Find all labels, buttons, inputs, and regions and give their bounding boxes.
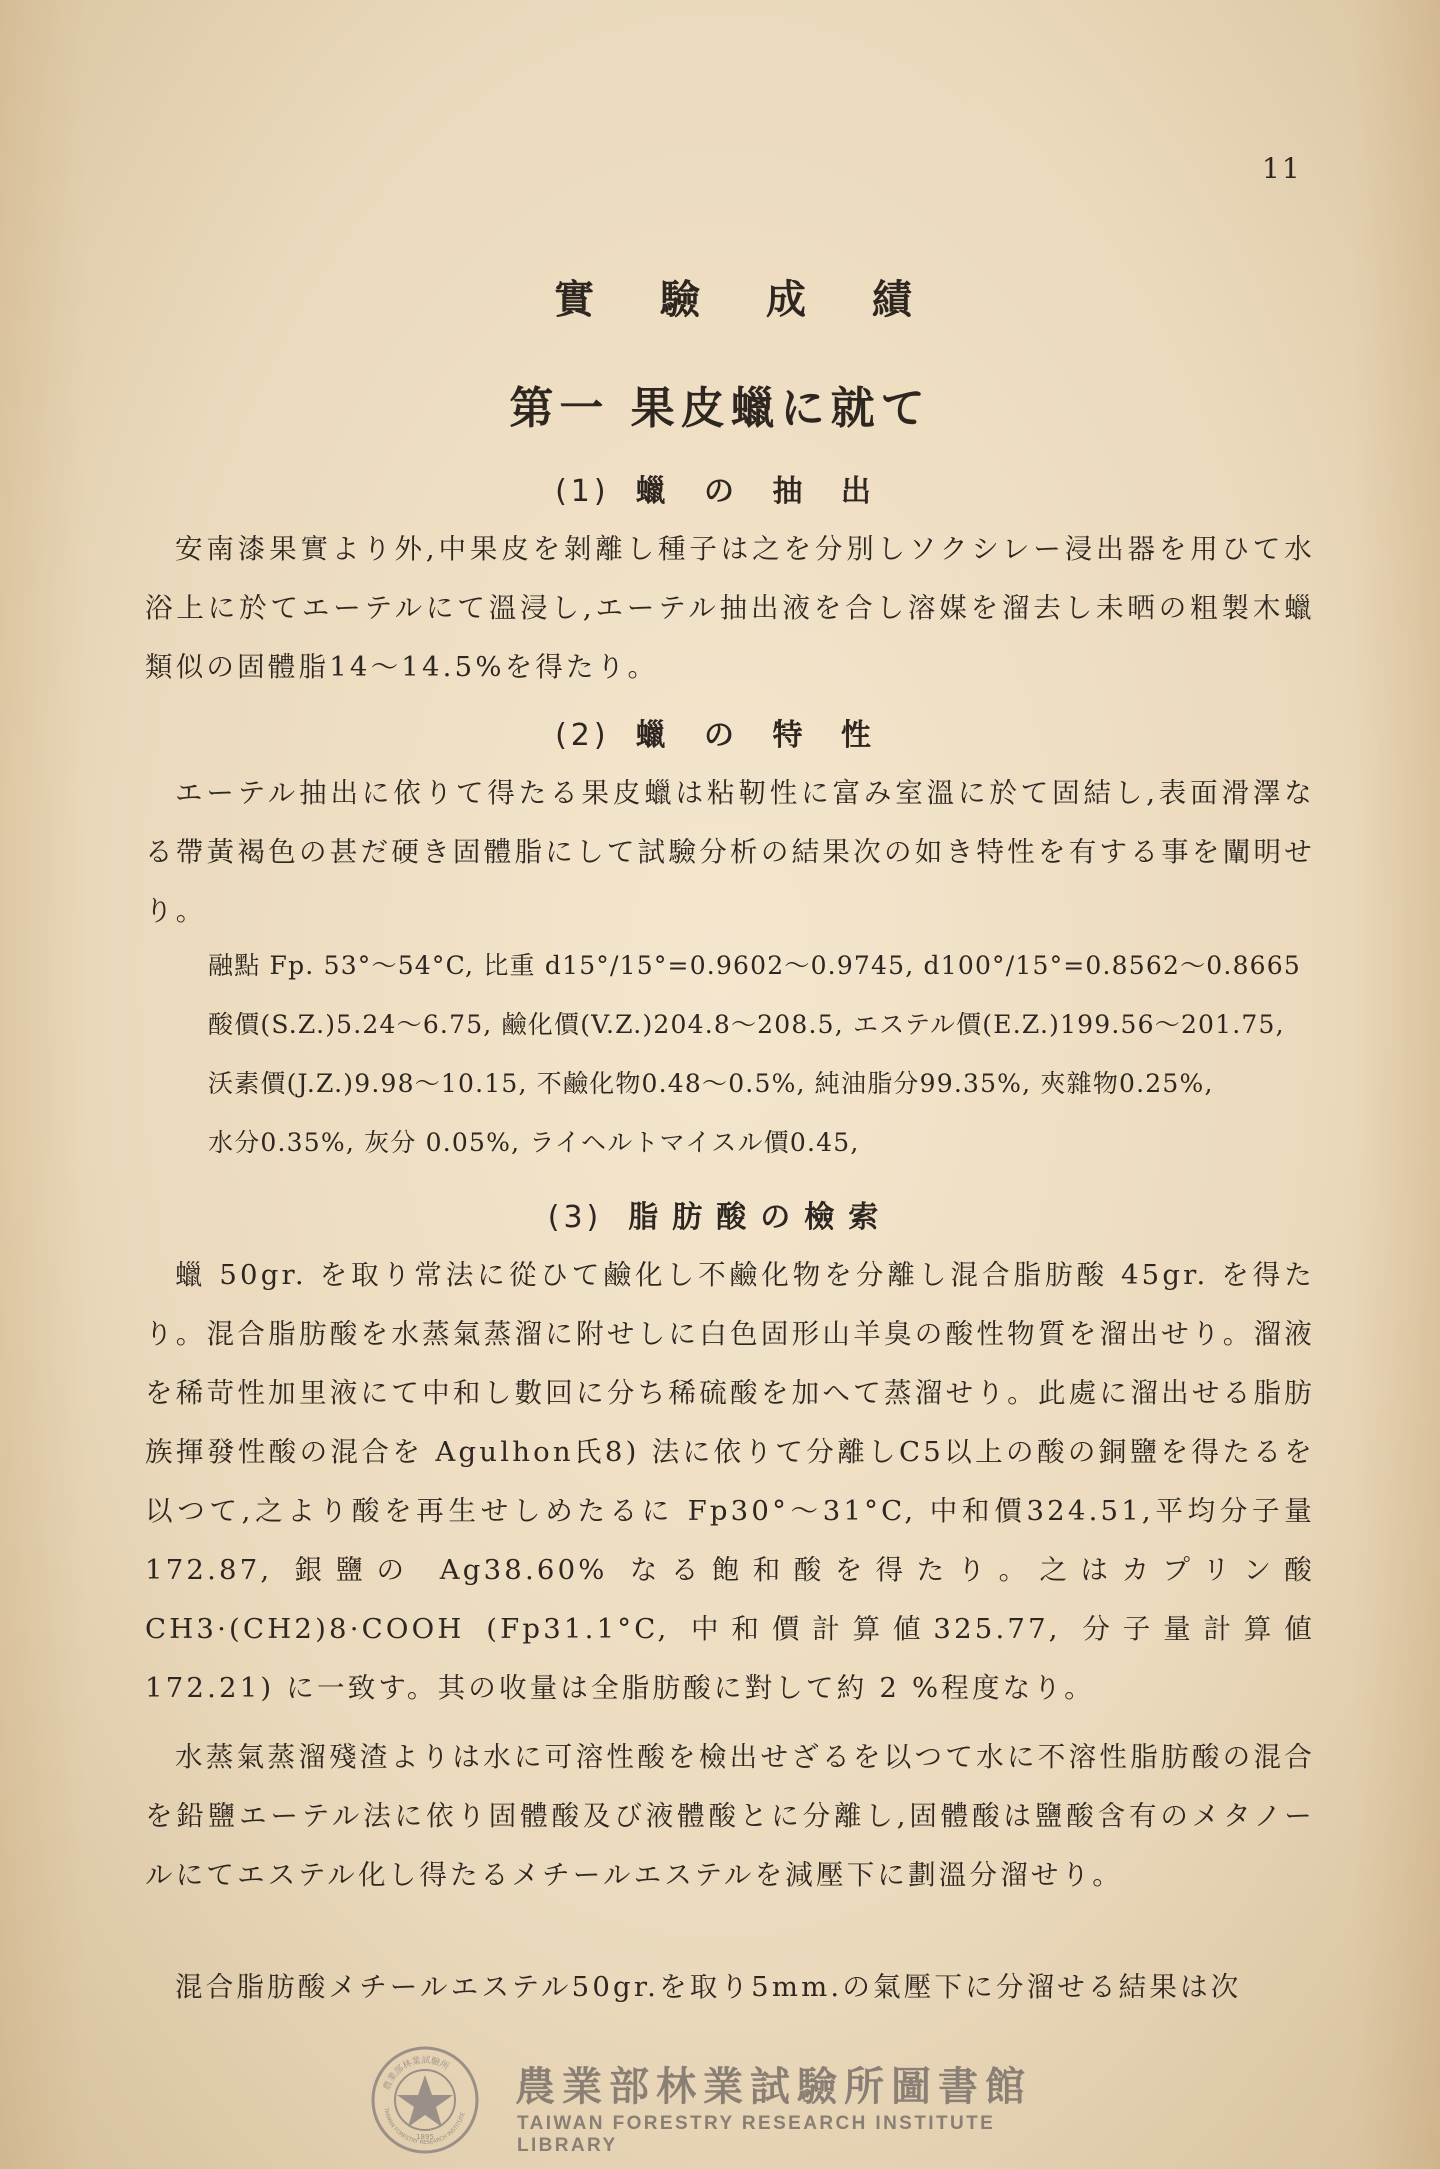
- subsection-title: 蠟 の 抽 出: [635, 474, 885, 509]
- page-title: 實 驗 成 績: [554, 277, 938, 323]
- subsection-number: (1): [555, 474, 610, 509]
- property-line: 水分0.35%, 灰分 0.05%, ライヘルトマイスル價0.45,: [208, 1128, 860, 1157]
- logo-year: 1895: [416, 2133, 434, 2141]
- subsection-heading-3: [0, 1192, 1440, 1236]
- paragraph-fatty-acid-1: 蠟 50gr. を取り常法に從ひて鹼化し不鹼化物を分離し混合脂肪酸 45gr. を得たり。混合脂肪酸を水蒸氣蒸溜に附せしに白色固形山羊臭の酸性物質を溜出せり。溜液を稀苛性加里液にて中和し數回に分ち稀硫酸を加へて蒸溜せり。此處に溜出せる脂肪族揮發性酸の混合を Agulhon氏8) 法に依りて分離しC5以上の酸の銅鹽を得たるを以つて,之より酸を再生せしめたるに Fp30°〜31°C, 中和價324.51,平均分子量 172.87, 銀鹽の Ag38.60% なる飽和酸を得たり。之はカプリン酸 CH3·(CH2)8·COOH (Fp31.1°C, 中和價計算値325.77, 分子量計算値 172.21) に一致す。其の收量は全脂肪酸に對して約 2 %程度なり。: [145, 1259, 1315, 1704]
- paragraph-fatty-acid-3: 混合脂肪酸メチールエステル50gr.を取り5mm.の氣壓下に分溜せる結果は次: [175, 1971, 1242, 2003]
- subsection-number: (3): [547, 1200, 603, 1235]
- library-name-zh: 農業部林業試驗所圖書館: [515, 2064, 1032, 2110]
- subsection-title: 脂肪酸の檢索: [628, 1200, 893, 1235]
- subsection-heading-1: [0, 466, 1440, 510]
- page-number: 11: [1262, 152, 1302, 185]
- subsection-number: (2): [555, 718, 610, 753]
- subsection-heading-2: [0, 710, 1440, 754]
- property-line: 酸價(S.Z.)5.24〜6.75, 鹼化價(V.Z.)204.8〜208.5, エステル價(E.Z.)199.56〜201.75,: [208, 1010, 1285, 1039]
- property-list: [208, 936, 1328, 1172]
- paragraph-fatty-acid-2: 水蒸氣蒸溜殘渣よりは水に可溶性酸を檢出せざるを以つて水に不溶性脂肪酸の混合を鉛鹽エーテル法に依り固體酸及び液體酸とに分離し,固體酸は鹽酸含有のメタノールにてエステル化し得たるメチールエステルを減壓下に劃溫分溜せり。: [145, 1741, 1315, 1891]
- logo-text-top: 農業部林業試驗所: [382, 2055, 451, 2092]
- subsection-title: 蠟 の 特 性: [635, 718, 885, 753]
- library-logo-icon: [370, 2045, 480, 2155]
- property-line: 融點 Fp. 53°〜54°C, 比重 d15°/15°=0.9602〜0.9745, d100°/15°=0.8562〜0.8665: [208, 951, 1301, 980]
- library-name-en: TAIWAN FORESTRY RESEARCH INSTITUTE LIBRARY: [517, 2113, 996, 2156]
- paragraph-properties-intro: エーテル抽出に依りて得たる果皮蠟は粘靭性に富み室溫に於て固結し,表面滑澤なる帶黃褐色の甚だ硬き固體脂にして試驗分析の結果次の如き特性を有する事を闡明せり。: [145, 777, 1315, 927]
- section-title: 第一 果皮蠟に就て: [509, 383, 931, 434]
- property-line: 沃素價(J.Z.)9.98〜10.15, 不鹼化物0.48〜0.5%, 純油脂分99.35%, 夾雜物0.25%,: [208, 1069, 1214, 1098]
- logo-text-bottom: TAIWAN FORESTRY RESEARCH INSTITUTE: [382, 2107, 467, 2147]
- paragraph-extraction: 安南漆果實より外,中果皮を剝離し種子は之を分別しソクシレー浸出器を用ひて水浴上に於てエーテルにて溫浸し,エーテル抽出液を合し溶媒を溜去し未晒の粗製木蠟類似の固體脂14〜14.5%を得たり。: [145, 533, 1315, 683]
- library-watermark: [370, 2045, 1090, 2155]
